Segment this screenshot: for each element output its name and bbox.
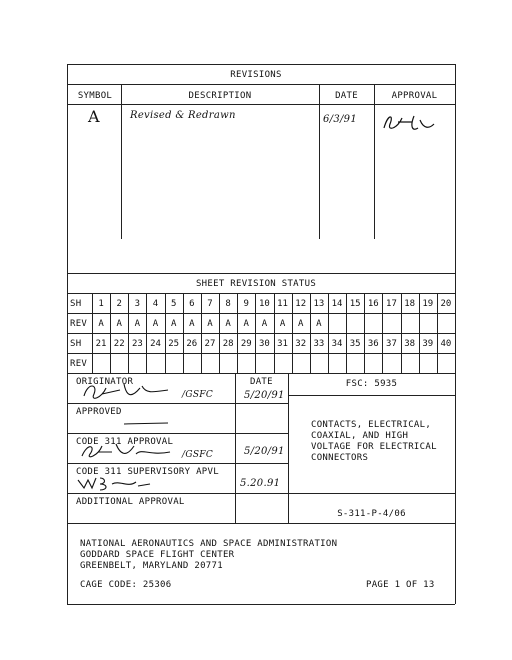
sheet-number: 34: [331, 339, 343, 349]
item-title-line-4: CONNECTORS: [311, 453, 369, 463]
sheet-status-title: SHEET REVISION STATUS: [195, 279, 317, 289]
sheet-number: 31: [277, 339, 288, 349]
fsc: FSC: 5935: [345, 379, 398, 389]
sheet-number: 27: [204, 339, 216, 349]
additional-approval-label: ADDITIONAL APPROVAL: [76, 497, 185, 507]
sheet-revision: A: [279, 319, 286, 329]
originator-label: ORIGINATOR: [76, 377, 134, 387]
approved-mark: [122, 418, 172, 428]
item-title-line-2: COAXIAL, AND HIGH: [311, 431, 409, 441]
sheet-number: 33: [313, 339, 325, 349]
sheet-number: 16: [367, 299, 379, 309]
sheet-number: 10: [258, 299, 270, 309]
sheet-number: 17: [386, 299, 397, 309]
sheet-number: 22: [113, 339, 125, 349]
agency-line-1: NATIONAL AERONAUTICS AND SPACE ADMINISTRATION: [80, 539, 338, 549]
sheet-revision: A: [134, 319, 141, 329]
sheet-number: 12: [295, 299, 307, 309]
sheet-revision: A: [207, 319, 213, 329]
page-number: PAGE 1 OF 13: [366, 580, 435, 590]
revisions-title: REVISIONS: [230, 70, 282, 80]
sheet-revision: A: [261, 319, 268, 329]
sheet-number: 20: [440, 299, 452, 309]
sheet-revision: A: [243, 319, 249, 329]
originator-org: /GSFC: [182, 390, 214, 400]
supervisory-date: 5.20.91: [240, 478, 281, 489]
sheet-revision: A: [98, 319, 104, 329]
approval-header: APPROVAL: [391, 91, 438, 101]
originator-date: 5/20/91: [244, 390, 285, 401]
sheet-number: 37: [386, 339, 397, 349]
code311-date: 5/20/91: [244, 446, 285, 457]
supervisory-signature: [76, 474, 156, 492]
sheet-number: 15: [349, 299, 361, 309]
sheet-number: 11: [277, 299, 288, 309]
sheet-number: 28: [222, 339, 234, 349]
sheet-number: 2: [116, 299, 122, 309]
description-header: DESCRIPTION: [188, 91, 252, 101]
originator-signature: [80, 380, 180, 404]
sheet-number: 23: [131, 339, 143, 349]
sheet-revision: A: [225, 319, 231, 329]
sheet-revision: A: [298, 319, 304, 329]
sheet-number: 35: [349, 339, 361, 349]
item-title-line-3: VOLTAGE FOR ELECTRICAL: [311, 442, 437, 452]
agency-line-2: GODDARD SPACE FLIGHT CENTER: [80, 550, 235, 560]
sheet-number: 5: [170, 299, 177, 309]
sheet-revision: A: [116, 319, 122, 329]
rev-row-label: REV: [70, 319, 88, 329]
sheet-number: 39: [422, 339, 434, 349]
sheet-number: 3: [134, 299, 141, 309]
code311-signature: [78, 440, 178, 462]
sheet-number: 24: [150, 339, 161, 349]
sheet-number: 36: [367, 339, 379, 349]
sheet-number: 1: [98, 299, 104, 309]
revision-approval-signature: [378, 108, 438, 138]
sheet-number: 9: [243, 299, 249, 309]
sheet-number: 18: [404, 299, 416, 309]
date-header: DATE: [335, 91, 358, 101]
sheet-number: 26: [186, 339, 198, 349]
sheet-number: 32: [295, 339, 307, 349]
revision-symbol: A: [88, 107, 100, 126]
sheet-number: 14: [331, 299, 343, 309]
sheet-number: 7: [207, 299, 213, 309]
sheet-number: 40: [440, 339, 452, 349]
sh-row-label-2: SH: [70, 339, 82, 349]
sheet-number: 29: [240, 339, 252, 349]
sheet-number: 25: [168, 339, 180, 349]
sheet-revision: A: [170, 319, 177, 329]
sheet-number: 6: [189, 299, 195, 309]
spec-number: S-311-P-4/06: [337, 509, 406, 519]
symbol-header: SYMBOL: [77, 91, 113, 101]
item-title-line-1: CONTACTS, ELECTRICAL,: [311, 420, 432, 430]
sheet-revision: A: [316, 319, 322, 329]
agency-line-3: GREENBELT, MARYLAND 20771: [80, 561, 223, 571]
code311-approval-label: CODE 311 APPROVAL: [76, 437, 174, 447]
cage-code: CAGE CODE: 25306: [80, 580, 172, 590]
sheet-number: 38: [404, 339, 416, 349]
approved-label: APPROVED: [76, 407, 122, 417]
date-label: DATE: [250, 377, 273, 387]
sheet-number: 4: [152, 299, 159, 309]
supervisory-label: CODE 311 SUPERVISORY APVL: [76, 467, 219, 477]
sheet-revision: A: [189, 319, 195, 329]
sheet-number: 30: [258, 339, 270, 349]
sh-row-label: SH: [70, 299, 82, 309]
code311-org: /GSFC: [182, 450, 214, 460]
sheet-number: 8: [225, 299, 231, 309]
revision-description: Revised & Redrawn: [130, 110, 236, 121]
sheet-number: 13: [313, 299, 325, 309]
revision-date: 6/3/91: [323, 114, 357, 125]
sheet-number: 21: [95, 339, 107, 349]
sheet-number: 19: [422, 299, 434, 309]
rev-row-label-2: REV: [70, 359, 88, 369]
sheet-revision: A: [152, 319, 159, 329]
